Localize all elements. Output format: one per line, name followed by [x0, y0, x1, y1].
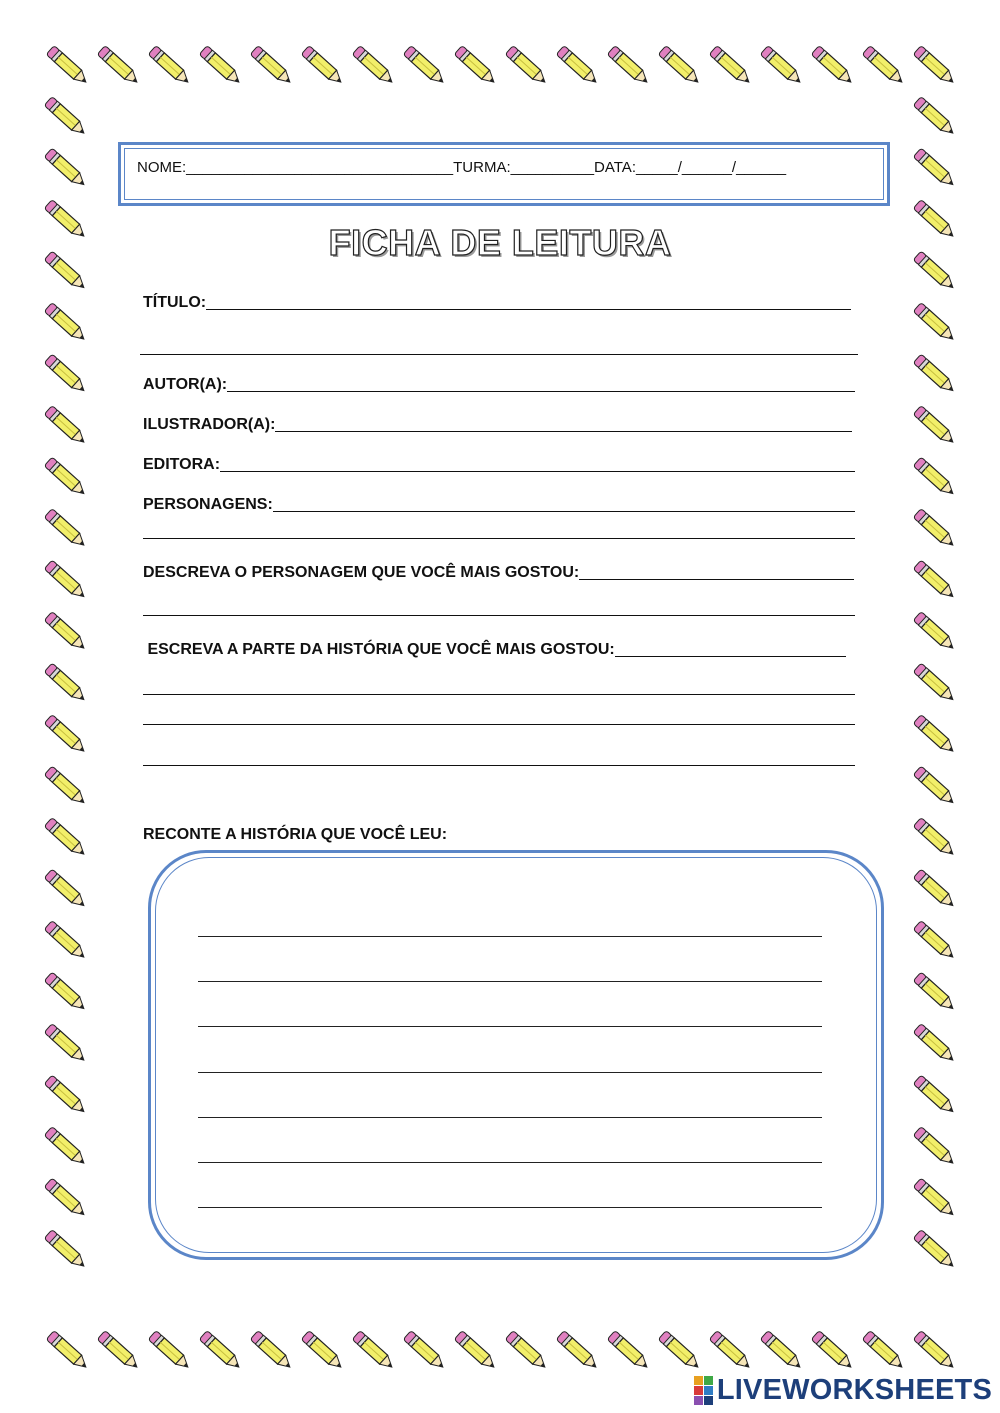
- answer-line[interactable]: [143, 694, 855, 695]
- story-line[interactable]: [198, 1207, 822, 1208]
- field-ilustrador: [143, 412, 852, 436]
- pencil-icon: [760, 45, 804, 86]
- pencil-icon: [403, 1330, 447, 1371]
- pencil-icon: [352, 45, 396, 86]
- pencil-icon: [44, 920, 88, 961]
- pencil-icon: [44, 663, 88, 704]
- story-line[interactable]: [198, 1072, 822, 1073]
- pencil-icon: [44, 1075, 88, 1116]
- pencil-icon: [250, 45, 294, 86]
- pencil-icon: [811, 1330, 855, 1371]
- answer-line[interactable]: [140, 354, 858, 355]
- field-personagens: [143, 492, 855, 516]
- pencil-icon: [505, 1330, 549, 1371]
- field-label: EDITORA:: [143, 456, 221, 473]
- field-personagem-favorito: [143, 560, 854, 584]
- pencil-icon: [454, 1330, 498, 1371]
- story-line[interactable]: [198, 981, 822, 982]
- pencil-icon: [556, 1330, 600, 1371]
- pencil-icon: [44, 714, 88, 755]
- pencil-icon: [44, 560, 88, 601]
- answer-line[interactable]: [143, 765, 855, 766]
- answer-line[interactable]: [615, 655, 846, 657]
- pencil-icon: [913, 508, 957, 549]
- pencil-icon: [913, 354, 957, 395]
- pencil-icon: [148, 1330, 192, 1371]
- pencil-icon: [250, 1330, 294, 1371]
- pencil-icon: [44, 1229, 88, 1270]
- pencil-icon: [44, 354, 88, 395]
- pencil-icon: [811, 45, 855, 86]
- story-writing-box: [148, 850, 884, 1260]
- student-info-box: [118, 142, 890, 206]
- student-info-line[interactable]: NOME:________________________________TURMA:__________DATA:_____/______/______: [137, 159, 787, 176]
- pencil-icon: [44, 817, 88, 858]
- pencil-icon: [862, 1330, 906, 1371]
- story-line[interactable]: [198, 936, 822, 937]
- pencil-icon: [913, 714, 957, 755]
- pencil-icon: [913, 611, 957, 652]
- pencil-icon: [760, 1330, 804, 1371]
- field-label: TÍTULO:: [143, 294, 207, 311]
- watermark-text: LIVEWORKSHEETS: [716, 1374, 992, 1406]
- field-label: ESCREVA A PARTE DA HISTÓRIA QUE VOCÊ MAIS GOSTOU:: [143, 641, 615, 658]
- field-label: PERSONAGENS:: [143, 496, 273, 513]
- pencil-icon: [44, 405, 88, 446]
- pencil-icon: [44, 766, 88, 807]
- pencil-icon: [913, 766, 957, 807]
- pencil-icon: [913, 405, 957, 446]
- answer-line[interactable]: [206, 308, 851, 310]
- pencil-icon: [913, 560, 957, 601]
- liveworksheets-watermark: [694, 1374, 992, 1407]
- pencil-icon: [44, 1126, 88, 1167]
- field-label: DESCREVA O PERSONAGEM QUE VOCÊ MAIS GOSTOU:: [143, 564, 580, 581]
- field-editora: [143, 452, 855, 476]
- pencil-icon: [46, 1330, 90, 1371]
- answer-line[interactable]: [143, 538, 855, 539]
- answer-line[interactable]: [273, 510, 855, 512]
- pencil-icon: [913, 96, 957, 137]
- pencil-icon: [913, 457, 957, 498]
- pencil-icon: [913, 1075, 957, 1116]
- pencil-icon: [44, 869, 88, 910]
- answer-line[interactable]: [275, 430, 852, 432]
- pencil-icon: [658, 1330, 702, 1371]
- pencil-icon: [913, 817, 957, 858]
- pencil-icon: [44, 1178, 88, 1219]
- story-label: RECONTE A HISTÓRIA QUE VOCÊ LEU:: [143, 826, 448, 843]
- pencil-icon: [913, 1126, 957, 1167]
- pencil-icon: [913, 972, 957, 1013]
- page-title: FICHA DE LEITURA: [328, 222, 672, 263]
- answer-line[interactable]: [143, 724, 855, 725]
- pencil-icon: [403, 45, 447, 86]
- pencil-icon: [913, 1330, 957, 1371]
- pencil-icon: [913, 920, 957, 961]
- pencil-icon: [97, 1330, 141, 1371]
- pencil-icon: [913, 148, 957, 189]
- pencil-icon: [199, 1330, 243, 1371]
- pencil-icon: [44, 148, 88, 189]
- pencil-icon: [44, 457, 88, 498]
- field-label: AUTOR(A):: [143, 376, 228, 393]
- pencil-icon: [709, 45, 753, 86]
- pencil-icon: [148, 45, 192, 86]
- pencil-icon: [44, 972, 88, 1013]
- pencil-icon: [913, 1023, 957, 1064]
- pencil-icon: [301, 1330, 345, 1371]
- answer-line[interactable]: [579, 578, 854, 580]
- field-parte-favorita: [143, 637, 846, 661]
- pencil-icon: [913, 45, 957, 86]
- field-autor: [143, 372, 855, 396]
- pencil-icon: [862, 45, 906, 86]
- pencil-icon: [44, 302, 88, 343]
- pencil-icon: [709, 1330, 753, 1371]
- pencil-icon: [352, 1330, 396, 1371]
- pencil-icon: [46, 45, 90, 86]
- pencil-icon: [454, 45, 498, 86]
- story-line[interactable]: [198, 1162, 822, 1163]
- pencil-icon: [913, 1178, 957, 1219]
- field-titulo: [143, 290, 851, 314]
- pencil-icon: [97, 45, 141, 86]
- pencil-icon: [505, 45, 549, 86]
- pencil-icon: [607, 1330, 651, 1371]
- pencil-icon: [913, 869, 957, 910]
- pencil-icon: [913, 1229, 957, 1270]
- pencil-icon: [301, 45, 345, 86]
- story-line[interactable]: [198, 1026, 822, 1027]
- story-line[interactable]: [198, 1117, 822, 1118]
- answer-line[interactable]: [143, 615, 855, 616]
- pencil-icon: [44, 96, 88, 137]
- pencil-icon: [913, 663, 957, 704]
- pencil-icon: [913, 302, 957, 343]
- pencil-icon: [199, 45, 243, 86]
- answer-line[interactable]: [220, 470, 855, 472]
- field-label: ILUSTRADOR(A):: [143, 416, 276, 433]
- liveworksheets-logo-icon: [694, 1376, 713, 1405]
- pencil-icon: [44, 508, 88, 549]
- pencil-icon: [556, 45, 600, 86]
- pencil-icon: [658, 45, 702, 86]
- pencil-icon: [607, 45, 651, 86]
- pencil-icon: [44, 1023, 88, 1064]
- pencil-icon: [44, 611, 88, 652]
- answer-line[interactable]: [227, 390, 855, 392]
